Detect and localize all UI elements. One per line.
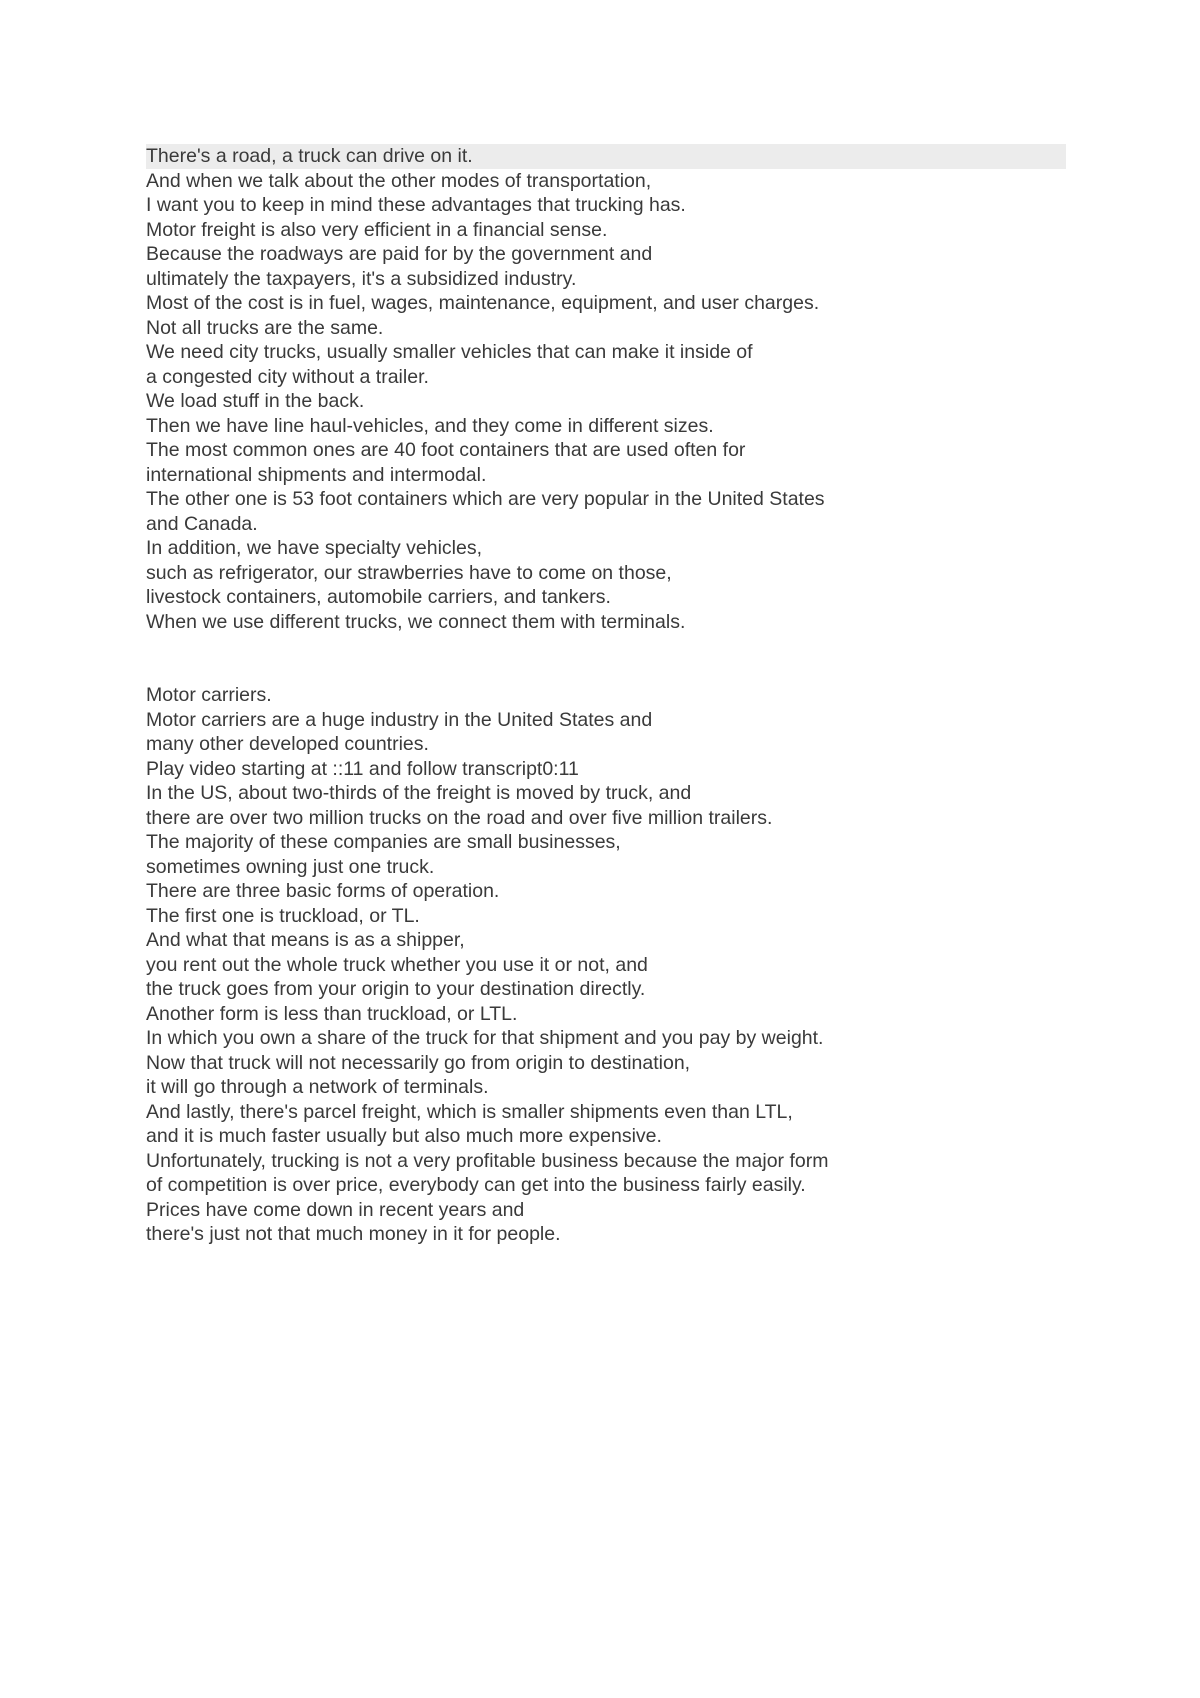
transcript-line: And when we talk about the other modes of transportation, [146,169,652,192]
transcript-line: In which you own a share of the truck for that shipment and you pay by weight. [146,1027,824,1049]
transcript-line: Now that truck will not necessarily go from origin to destination, [146,1051,691,1074]
transcript-paragraph-2 [146,683,1066,1247]
transcript-line: livestock containers, automobile carriers, and tankers. [146,586,611,608]
transcript-line: the truck goes from your origin to your destination directly. [146,978,646,1000]
transcript-line: such as refrigerator, our strawberries have to come on those, [146,561,672,584]
transcript-line: Prices have come down in recent years and [146,1198,525,1221]
transcript-line: you rent out the whole truck whether you use it or not, and [146,953,648,976]
transcript-line: Unfortunately, trucking is not a very profitable business because the major form [146,1149,829,1172]
transcript-line: And lastly, there's parcel freight, which is smaller shipments even than LTL, [146,1100,793,1123]
transcript-line: We need city trucks, usually smaller vehicles that can make it inside of [146,341,753,363]
transcript-line: The majority of these companies are small businesses, [146,831,621,853]
transcript-line: Because the roadways are paid for by the government and [146,243,653,265]
transcript-line: international shipments and intermodal. [146,463,487,486]
transcript-line: Not all trucks are the same. [146,316,384,339]
transcript-line: There are three basic forms of operation. [146,880,500,902]
transcript-line: there's just not that much money in it for people. [146,1223,561,1245]
transcript-line: Motor carriers. [146,684,272,706]
transcript-line: The most common ones are 40 foot containers that are used often for [146,439,746,461]
transcript-paragraph-1 [146,144,1066,634]
transcript-line: We load stuff in the back. [146,390,365,412]
transcript-line: Most of the cost is in fuel, wages, maintenance, equipment, and user charges. [146,292,820,314]
transcript-line: The first one is truckload, or TL. [146,904,420,927]
transcript-line: of competition is over price, everybody can get into the business fairly easily. [146,1174,806,1196]
transcript-line: ultimately the taxpayers, it's a subsidized industry. [146,267,577,290]
transcript-line: In addition, we have specialty vehicles, [146,537,483,559]
transcript-line: Another form is less than truckload, or LTL. [146,1002,518,1025]
transcript-line: and it is much faster usually but also much more expensive. [146,1125,662,1147]
transcript-line: there are over two million trucks on the road and over five million trailers. [146,806,773,829]
transcript-line-highlighted[interactable]: There's a road, a truck can drive on it. [146,144,1066,169]
video-timestamp-line[interactable]: Play video starting at ::11 and follow transcript0:11 [146,757,579,780]
transcript-line: many other developed countries. [146,733,429,755]
transcript-line: In the US, about two-thirds of the freight is moved by truck, and [146,782,692,804]
transcript-line: Motor freight is also very efficient in a financial sense. [146,218,608,241]
transcript-line: Then we have line haul-vehicles, and they come in different sizes. [146,414,714,437]
transcript-line: a congested city without a trailer. [146,365,429,388]
transcript-line: it will go through a network of terminals. [146,1076,489,1098]
transcript-line: When we use different trucks, we connect them with terminals. [146,610,686,633]
transcript-line: And what that means is as a shipper, [146,929,465,951]
transcript-line: sometimes owning just one truck. [146,855,435,878]
transcript-line: Motor carriers are a huge industry in the United States and [146,708,653,731]
transcript-line: and Canada. [146,512,258,535]
transcript-line: I want you to keep in mind these advantages that trucking has. [146,194,686,216]
transcript-line: The other one is 53 foot containers which are very popular in the United States [146,488,825,510]
